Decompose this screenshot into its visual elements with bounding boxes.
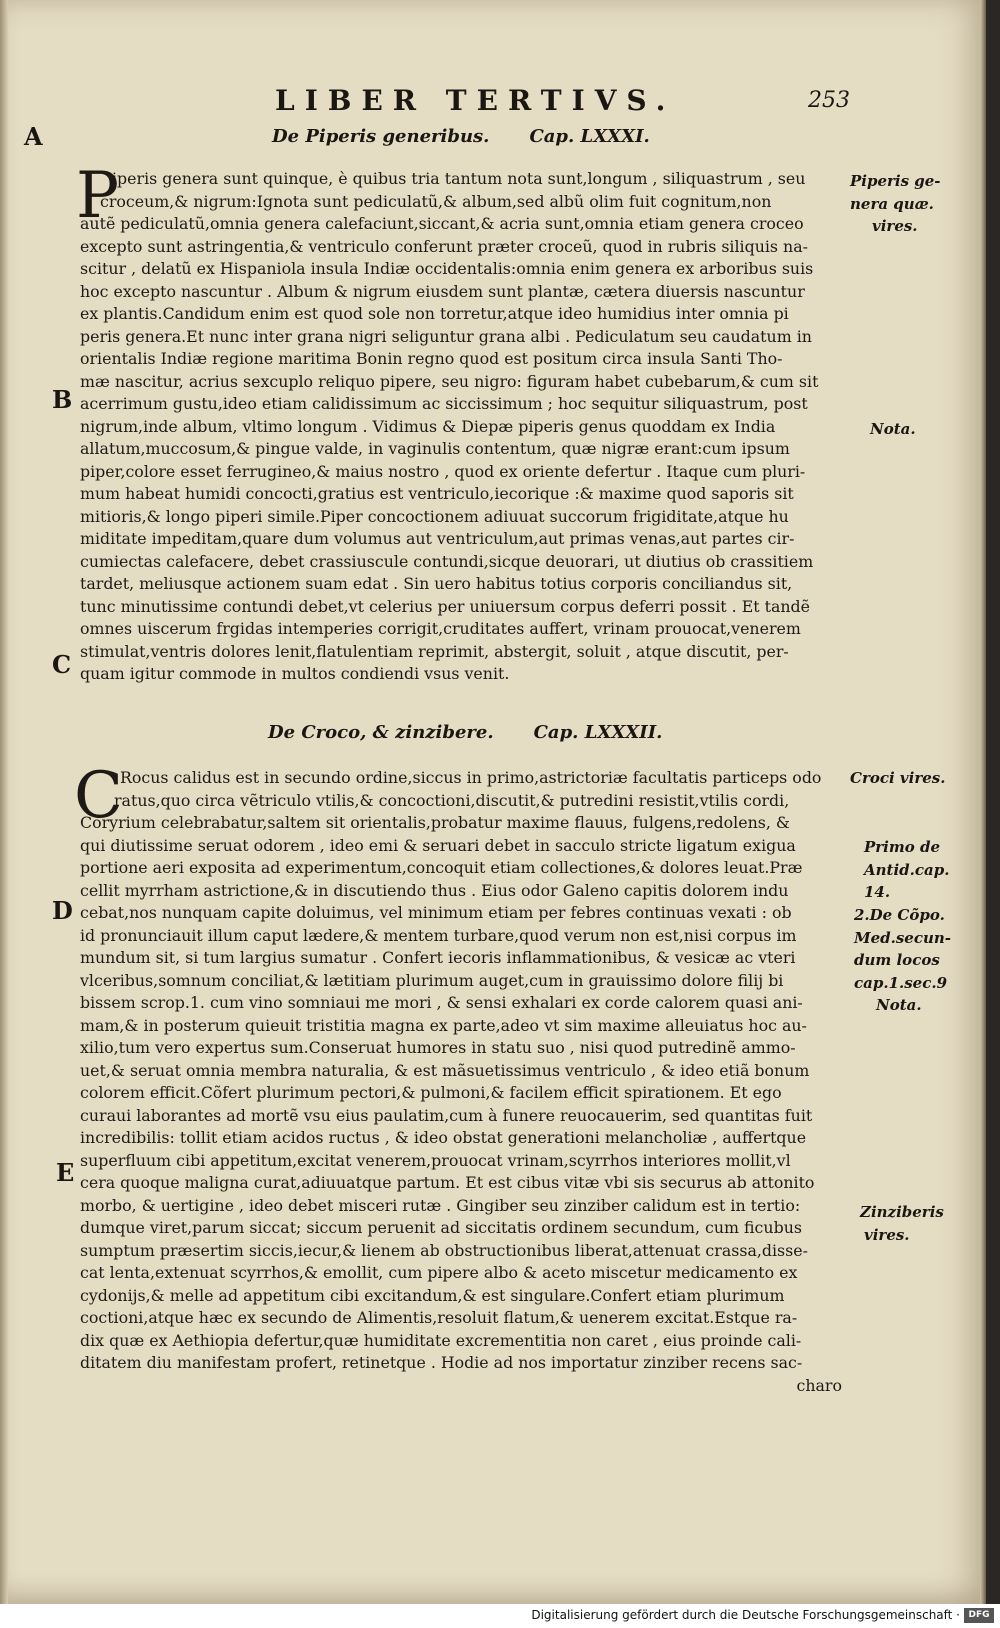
text-line: cat lenta,extenuat scyrrhos,& emollit, cum pipere albo & aceto miscetur medicamento ex [80,1263,798,1282]
text-line: hoc excepto nascuntur . Album & nigrum eiusdem sunt plantæ, cætera diuersis nascuntur [80,281,805,301]
text-line: quam igitur commode in multos condiendi vsus venit. [80,664,510,683]
text-line: mam,& in posterum quieuit tristitia magna ex parte,adeo vt sim maxime alleuiatus hoc au- [80,1015,807,1035]
text-line: mæ nascitur, acrius sexcuplo reliquo pipere, seu nigro: figuram habet cubebarum,& cum sit [80,371,819,391]
text-line: croceum,& nigrum:Ignota sunt pediculatũ,& album,sed albũ olim fuit cognitum,non [100,191,772,211]
margin-letter-a: A [24,122,43,151]
text-line: portione aeri exposita ad experimentum,concoquit etiam collectiones,& dolores leuat.Præ [80,858,803,877]
funding-credit: Digitalisierung gefördert durch die Deutsche Forschungsgemeinschaft · [531,1608,960,1622]
margin-letter-b: B [52,385,73,414]
note-line: Primo de [864,838,941,856]
margin-letter-e: E [56,1158,75,1187]
note-line: Croci vires. [850,769,946,787]
note-line: Nota. [870,420,916,438]
text-line: iperis genera sunt quinque, è quibus tria tantum nota sunt,longum , siliquastrum , seu [112,169,806,188]
text-line: id pronunciauit illum caput lædere,& mentem turbare,quod verum non est,nisi corpus im [80,925,797,945]
text-line: mundum sit, si tum largius sumatur . Confert iecoris inflammationibus, & vesicæ ac vteri [80,948,796,967]
margin-letter-d: D [52,896,73,925]
text-line: mitioris,& longo piperi simile.Piper concoctionem adiuuat succorum frigiditate,atque hu [80,506,789,526]
note-line: Zinziberis [860,1203,944,1221]
text-line: incredibilis: tollit etiam acidos ructus , & ideo obstat generationi melancholiæ , auffertque [80,1128,807,1147]
marginal-note [850,904,954,994]
text-line: cydonijs,& melle ad appetitum cibi excitandum,& est singulare.Confert etiam plurimum [80,1285,785,1305]
note-line: Nota. [876,996,922,1014]
marginal-note [850,836,964,904]
digitization-footer [0,1604,1000,1628]
text-line: dumque viret,parum siccat; siccum peruenit ad siccitatis ordinem secundum, cum ficubus [80,1218,802,1237]
text-line: ratus,quo circa vẽtriculo vtilis,& concoctioni,discutit,& putredini resistit,vtilis cordi, [114,790,790,810]
text-line: dix quæ ex Aethiopia defertur,quæ humiditate excrementitia non caret , eius proinde cali- [80,1330,802,1350]
page-edge [980,0,986,1604]
chapter-body [80,767,842,1397]
note-line: cap.1.sec.9 [854,973,948,992]
text-line: coctioni,atque hæc ex secundo de Alimentis,resoluit flatum,& uenerem excitat.Estque ra- [80,1308,798,1327]
chapter-title: De Piperis generibus. [272,126,490,147]
text-line: Rocus calidus est in secundo ordine,siccus in primo,astrictoriæ facultatis particeps odo [120,768,822,787]
drop-cap: C [74,759,123,833]
marginal-note [850,170,950,238]
text-line: superfluum cibi appetitum,excitat venerem,prouocat vrinam,scyrrhos interiores mollit,vl [80,1150,791,1170]
note-line: Med.secun- [854,928,952,947]
marginal-note [850,994,976,1017]
text-line: bissem scrop.1. cum vino somniaui me mori , & sensi exhalari ex corde calorem quasi ani- [80,993,803,1012]
text-line: autẽ pediculatũ,omnia genera calefaciunt,siccant,& acria sunt,omnia etiam genera croceo [80,214,804,233]
page-binding [0,0,8,1604]
marginal-note [850,418,970,441]
text-line: allatum,muccosum,& pingue valde, in vaginulis contentum, quæ nigræ erant:cum ipsum [80,439,790,458]
text-line: curaui laborantes ad mortẽ vsu eius paulatim,cum à funere reuocauerim, sed quantitas fuit [80,1105,813,1125]
margin-letter-c: C [52,650,72,679]
running-head: LIBER TERTIVS. [275,84,676,117]
chapter-number: Cap. LXXXII. [533,722,663,743]
note-line: dum locos [854,951,940,969]
text-line: ditatem diu manifestam profert, retinetque . Hodie ad nos importatur zinziber recens sac- [80,1353,803,1372]
text-line: peris genera.Et nunc inter grana nigri seliguntur grana albi . Pediculatum seu caudatum in [80,326,812,346]
text-line: piper,colore esset ferrugineo,& maius nostro , quod ex oriente defertur . Itaque cum pluri- [80,461,806,481]
text-line: cera quoque maligna curat,adiuuatque partum. Et est cibus vitæ vbi sis securus ab attonito [80,1173,815,1192]
text-line: cumiectas calefacere, debet crassiuscule contundi,sicque deuorari, ut diutius ob crassitiem [80,551,814,571]
text-line: Coryrium celebrabatur,saltem sit orientalis,probatur maxime flauus, fulgens,redolens, & [80,813,790,832]
text-line: colorem efficit.Cõfert plurimum pectori,& pulmoni,& facilem efficit spirationem. Et ego [80,1083,782,1102]
text-line: ex plantis.Candidum enim est quod sole non torretur,atque ideo humidius inter omnia pi [80,304,789,323]
text-line: omnes uiscerum frgidas intemperies corrigit,cruditates auffert, vrinam prouocat,venerem [80,619,801,638]
text-line: qui diutissime seruat odorem , ideo emi & seruari debet in sacculo stricte ligatum exigua [80,835,796,855]
text-line: sumptum præsertim siccis,iecur,& lienem ab obstructionibus liberat,attenuat crassa,disse- [80,1240,808,1260]
catchword: charo [796,1375,842,1395]
note-line: vires. [864,1225,910,1244]
note-line: Piperis ge- [850,172,941,190]
marginal-note [850,1201,960,1246]
text-line: cellit myrrham astrictione,& in discutiendo thus . Eius odor Galeno capitis dolorem indu [80,880,789,900]
chapter-body [80,168,842,686]
text-line: morbo, & uertigine , ideo debet misceri rutæ . Gingiber seu zinziber calidum est in tertio: [80,1195,801,1215]
text-line: acerrimum gustu,ideo etiam calidissimum ac siccissimum ; hoc sequitur siliquastrum, post [80,394,808,413]
text-line: mum habeat humidi concocti,gratius est ventriculo,iecorique :& maxime quod saporis sit [80,484,794,503]
page-number: 253 [808,88,850,113]
chapter-number: Cap. LXXXI. [529,126,650,147]
text-line: cebat,nos nunquam capite doluimus, vel minimum etiam per febres continuas vexati : ob [80,903,792,922]
text-line: scitur , delatũ ex Hispaniola insula Indiæ occidentalis:omnia enim genera ex arboribus suis [80,259,814,278]
note-line: vires. [872,217,918,235]
dfg-logo: DFG [964,1608,994,1623]
marginal-note [850,767,950,790]
chapter-title: De Croco, & zinzibere. [268,722,494,743]
text-line: nigrum,inde album, vltimo longum . Vidimus & Diepæ piperis genus quoddam ex India [80,416,776,436]
text-line: miditate impeditam,quare dum volumus aut ventriculum,aut primas venas,aut partes cir- [80,529,795,548]
note-line: 2.De Cõpo. [854,906,945,924]
text-line: tunc minutissime contundi debet,vt celerius per uniuersum corpus deferri possit . Et tandẽ [80,596,811,616]
text-line: vlceribus,somnum conciliat,& lætitiam plurimum auget,cum in grauissimo dolore filij bi [80,970,784,990]
note-line: 14. [864,883,891,901]
text-line: orientalis Indiæ regione maritima Bonin regno quod est positum circa insula Santi Tho- [80,349,783,368]
note-line: Antid.cap. [864,860,950,879]
text-line: tardet, meliusque actionem suam edat . Sin uero habitus totius corporis conciliandus sit, [80,574,793,593]
note-line: nera quæ. [850,194,934,213]
drop-cap: P [76,159,120,233]
chapter-heading [268,722,662,743]
text-line: excepto sunt astringentia,& ventriculo conferunt præter croceũ, quod in rubris siliquis na- [80,236,808,256]
text-line: uet,& seruat omnia membra naturalia, & est mãsuetissimus ventriculo , & ideo etiã bonum [80,1060,810,1080]
chapter-heading [272,126,650,147]
text-line: stimulat,ventris dolores lenit,flatulentiam reprimit, abstergit, soluit , atque discutit, per- [80,641,789,661]
text-line: xilio,tum vero expertus sum.Conseruat humores in statu suo , nisi quod putredinẽ ammo- [80,1038,796,1057]
